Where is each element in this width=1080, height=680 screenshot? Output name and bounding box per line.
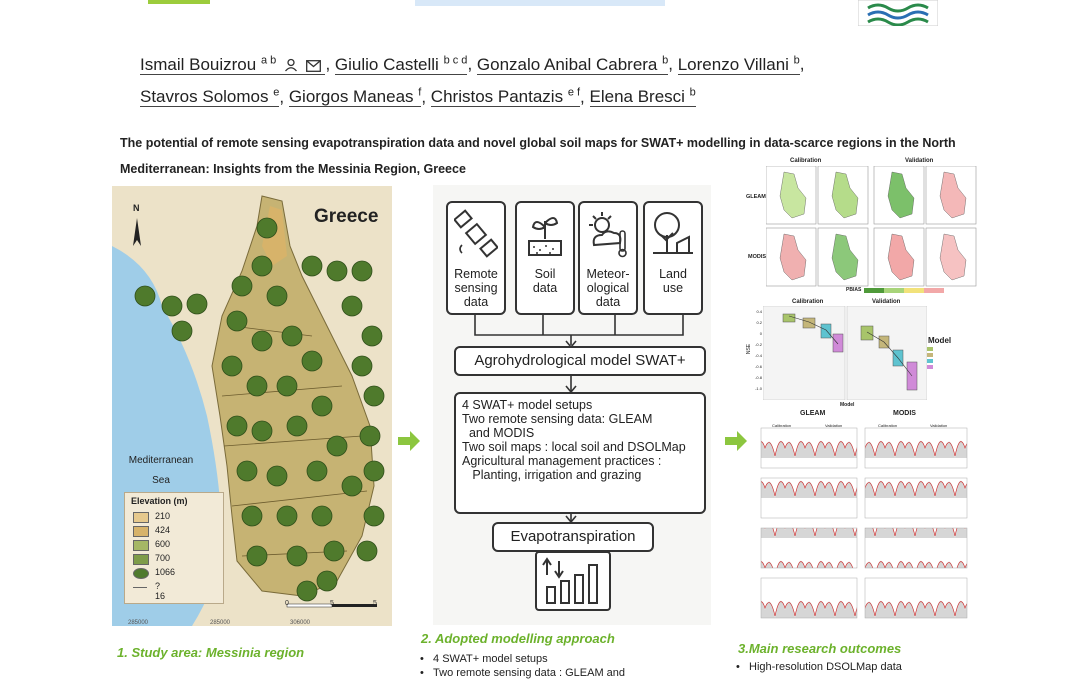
ts-calibration: Calibration — [878, 423, 898, 428]
pbias-label: PBIAS — [846, 287, 862, 293]
graphical-abstract-title: The potential of remote sensing evapotranspiration data and novel global soil maps for SWAT+ modelling in data-scarce regions in the North Mediterranean: Insights from the Messinia Region, Greece — [120, 136, 956, 176]
boxplot-calibration: Calibration — [792, 299, 824, 305]
north-label: N — [133, 203, 140, 213]
author-link[interactable]: Elena Bresci $^b$ — [589, 86, 696, 107]
author-link[interactable]: Gonzalo Anibal Cabrera $^b$ — [476, 54, 669, 74]
elevation-legend: Elevation (m) 210 424 600 700 1066 ?16 — [124, 492, 224, 604]
weather-icon — [586, 209, 630, 259]
journal-name-fragment — [148, 0, 210, 4]
outcome-bullets — [736, 660, 976, 674]
satellite-icon — [454, 209, 498, 259]
bar-chart-icon — [535, 551, 611, 611]
journal-logo-icon — [858, 0, 938, 26]
map-grid-row-gleam: GLEAM — [746, 194, 766, 200]
sea-label: Mediterranean Sea — [128, 455, 194, 486]
section-heading-study-area: 1. Study area: Messinia region — [117, 645, 305, 660]
section-heading-outcomes: 3.Main research outcomes — [738, 641, 902, 656]
ts-validation: Validation — [825, 423, 843, 428]
et-timeseries-grid — [755, 420, 975, 636]
email-icon[interactable] — [306, 60, 321, 72]
ts-validation: Validation — [930, 423, 948, 428]
list-item: • Two remote sensing data : GLEAM and — [420, 667, 626, 679]
map-grid-calibration: Calibration — [790, 158, 822, 164]
country-label: Greece — [314, 206, 379, 227]
model-setup-box: 4 SWAT+ model setups Two remote sensing data: GLEAM and MODIS Two soil maps : local soil and DSOLMap Agricultural management practices : Planting, irrigation and grazing — [454, 392, 706, 514]
tree-icon — [651, 209, 695, 259]
modelling-bullets — [420, 652, 710, 680]
boxplot-validation: Validation — [872, 299, 901, 305]
person-icon[interactable] — [284, 58, 298, 72]
scale-label: 5 — [330, 600, 334, 607]
arrow-right-icon — [725, 430, 747, 452]
journal-header — [0, 0, 1080, 30]
timeseries-modis: MODIS — [893, 410, 916, 417]
ts-calibration: Calibration — [772, 423, 792, 428]
map-coordinate: 285000 — [210, 620, 231, 626]
input-meteorological: Meteor- ological data — [578, 201, 638, 315]
author-link[interactable]: Ismail Bouizrou $^{a b}$ — [140, 55, 325, 75]
boxplot-legend-title: Model — [928, 336, 952, 345]
nse-boxplot — [763, 306, 927, 400]
scale-label: 5 — [373, 600, 377, 607]
author-link[interactable]: Lorenzo Villani $^b$ — [677, 54, 800, 74]
author-link[interactable]: Stavros Solomos $^e$ — [140, 86, 280, 107]
journal-citation-fragment — [415, 0, 665, 6]
input-soil: Soil data — [515, 201, 575, 315]
author-link[interactable]: Giorgos Maneas $^f$ — [288, 86, 422, 107]
section-heading-modelling: 2. Adopted modelling approach — [421, 631, 615, 646]
soil-plant-icon — [525, 209, 565, 259]
author-link[interactable]: Christos Pantazis $^{e f}$ — [430, 86, 581, 107]
input-remote-sensing: Remote sensing data — [446, 201, 506, 315]
boxplot-legend-keys — [926, 346, 936, 372]
boxplot-xlabel: Model — [840, 402, 855, 408]
list-item: • 4 SWAT+ model setups — [420, 653, 548, 665]
map-grid-row-modis: MODIS — [748, 254, 767, 260]
evapotranspiration-box: Evapotranspiration — [492, 522, 654, 552]
boxplot-y-ticks: 0.4 0.2 0 -0.2 -0.4 -0.6 -0.8 -1.0 — [755, 309, 762, 391]
list-item: • High-resolution DSOLMap data — [736, 661, 902, 673]
scale-label: 0 — [285, 600, 289, 607]
pbias-map-grid — [766, 166, 978, 290]
arrow-right-icon — [398, 430, 420, 452]
map-grid-validation: Validation — [905, 158, 934, 164]
map-coordinate: 306000 — [290, 620, 311, 626]
map-coordinate: 285000 — [128, 620, 149, 626]
model-box: Agrohydrological model SWAT+ — [454, 346, 706, 376]
input-land-use: Land use — [643, 201, 703, 315]
timeseries-gleam: GLEAM — [800, 410, 826, 417]
author-link[interactable]: Giulio Castelli $^{b c d}$ — [334, 54, 468, 74]
boxplot-ylabel: NSE — [746, 343, 753, 355]
author-list: Ismail Bouizrou $^{a b}$ , Giulio Castelli $^{b c d}$, Gonzalo Anibal Cabrera $^b$, Lorenzo Villani $^b$, Stavros Solomos $^e$, Giorgos Maneas $^f$, Christos Pantazis $^{e f}$, Elena Bresci $^b$ — [140, 54, 805, 107]
